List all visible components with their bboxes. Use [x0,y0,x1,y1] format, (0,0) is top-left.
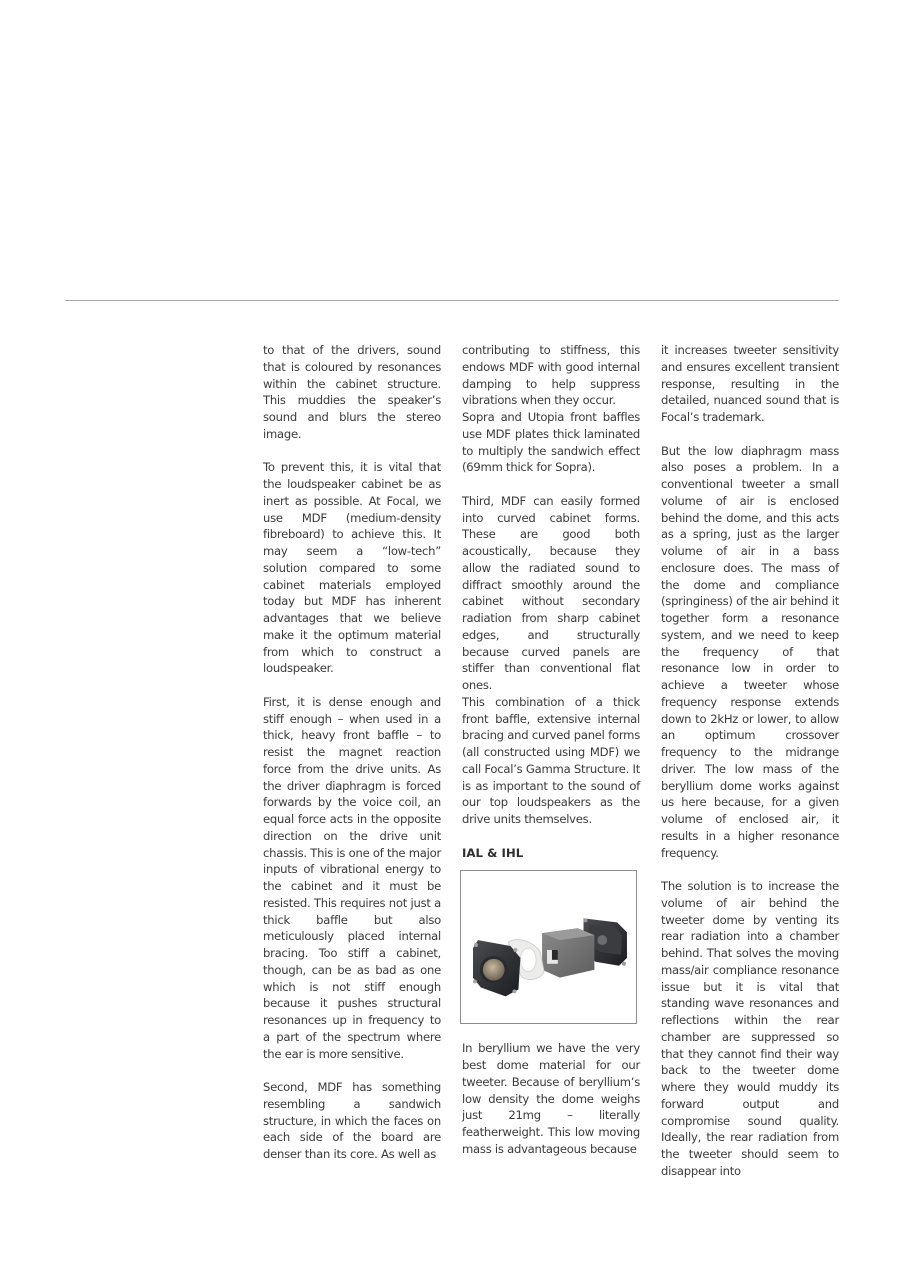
tweeter-exploded-figure [460,870,637,1024]
paragraph: Sopra and Utopia front baffles use MDF plates thick laminated to multiply the sandwich effect (69mm thick for Sopra). [462,410,640,475]
text-column-1 [263,342,441,1163]
section-heading: IAL & IHL [462,845,524,860]
paragraph: The solution is to increase the volume of air behind the tweeter dome by venting its rear radiation into a chamber behind. That solves the moving mass/air compliance resonance issue but it is vital that standing wave resonances and reflections within the rear chamber are suppressed so that they cannot find their way back to the tweeter dome where they would muddy its forward output and compromise sound quality. Ideally, the rear radiation from the tweeter should seem to disappear into [661,879,839,1178]
paragraph: to that of the drivers, sound that is coloured by resonances within the cabinet structure. This muddies the speaker’s sound and blurs the stereo image. [263,343,441,441]
paragraph: contributing to stiffness, this endows MDF with good internal damping to help suppress vibrations when they occur. [462,343,640,408]
paragraph: it increases tweeter sensitivity and ensures excellent transient response, resulting in the detailed, nuanced sound that is Focal’s trademark. [661,343,839,424]
paragraph: This combination of a thick front baffle, extensive internal bracing and curved panel forms (all constructed using MDF) we call Focal’s Gamma Structure. It is as important to the sound of our top loudspeakers as the drive units themselves. [462,694,640,826]
tweeter-illustration-icon [461,871,636,1023]
horizontal-rule [65,300,839,301]
paragraph: Third, MDF can easily formed into curved cabinet forms. These are good both acoustically, because they allow the radiated sound to diffract smoothly around the cabinet without secondary radiation from sharp cabinet edges, and structurally because curved panels are stiffer than conventional flat ones. [462,493,640,692]
paragraph: Second, MDF has something resembling a sandwich structure, in which the faces on each side of the board are denser than its core. As well as [263,1080,441,1161]
paragraph: In beryllium we have the very best dome material for our tweeter. Because of beryllium’s low density the dome weighs just 21mg – literally featherweight. This low moving mass is advantageous because [462,1041,640,1156]
text-column-2 [462,342,640,1158]
paragraph: But the low diaphragm mass also poses a problem. In a conventional tweeter a small volume of air is enclosed behind the dome, and this acts as a spring, just as the larger volume of air in a bass enclosure does. The mass of the dome and compliance (springiness) of the air behind it together form a resonance system, and we need to keep the frequency of that resonance low in order to achieve a tweeter whose frequency response extends down to 2kHz or lower, to allow an optimum crossover frequency to the midrange driver. The low mass of the beryllium dome works against us here because, for a given volume of enclosed air, it results in a higher resonance frequency. [661,443,839,860]
text-column-3 [661,342,839,1180]
paragraph: To prevent this, it is vital that the loudspeaker cabinet be as inert as possible. At Focal, we use MDF (medium-density fibreboard) to achieve this. It may seem a “low-tech” solution compared to some cabinet materials employed today but MDF has inherent advantages that we believe make it the optimum material from which to construct a loudspeaker. [263,460,441,676]
paragraph: First, it is dense enough and stiff enough – when used in a thick, heavy front baffle – to resist the magnet reaction force from the drive units. As the driver diaphragm is forced forwards by the voice coil, an equal force acts in the opposite direction on the drive unit chassis. This is one of the major inputs of vibrational energy to the cabinet and it must be resisted. This requires not just a thick baffle but also meticulously placed internal bracing. Too stiff a cabinet, though, can be as bad as one which is not stiff enough because it pushes structural resonances up in frequency to a part of the spectrum where the ear is more sensitive. [263,694,441,1061]
